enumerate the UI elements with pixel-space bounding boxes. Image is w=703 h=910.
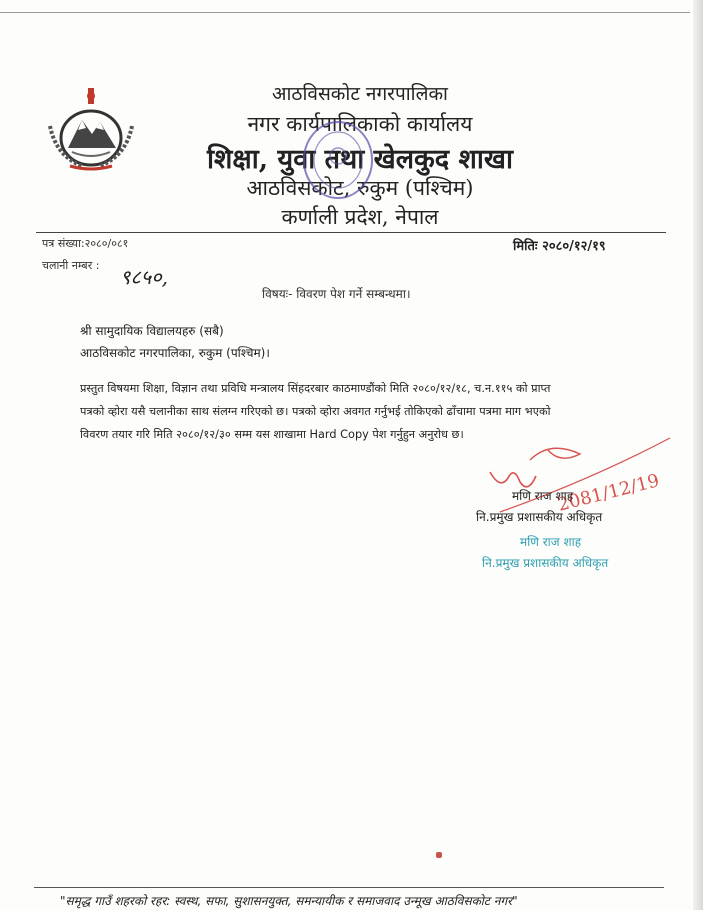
stamp-signatory-name: मणि राज शाह bbox=[520, 535, 582, 549]
body-line-1: प्रस्तुत विषयमा शिक्षा, विज्ञान तथा प्रविधि मन्त्रालय सिंहदरबार काठमाण्डौंको मिति २०८०/१२/१८, च.न.११५ को प्राप्त bbox=[80, 382, 551, 395]
signature-date: 2081/12/19 bbox=[555, 470, 662, 516]
body-line-2: पत्रको व्होरा यसै चलानीका साथ संलग्न गरिएको छ। पत्रको व्होरा अवगत गर्नुभई तोकिएको ढाँचामा पत्रमा माग भएको bbox=[80, 405, 551, 418]
addressee-line-1: श्री सामुदायिक विद्यालयहरु (सबै) bbox=[80, 324, 224, 338]
section-name: शिक्षा, युवा तथा खेलकुद शाखा bbox=[207, 144, 513, 175]
province-country: कर्णाली प्रदेश, नेपाल bbox=[281, 205, 439, 229]
footer-slogan: "समृद्ध गाउँ शहरको रहर: स्वस्थ, सफा, सुशासनयुक्त, समन्यायीक र समाजवाद उन्मूख आठविसकोट नगर" bbox=[60, 894, 518, 908]
letter-reference-number: पत्र संख्या:२०८०/०८१ bbox=[42, 237, 129, 250]
addressee-line-2: आठविसकोट नगरपालिका, रुकुम (पश्चिम)। bbox=[80, 346, 270, 360]
header-divider bbox=[36, 232, 666, 233]
signatory-title: नि.प्रमुख प्रशासकीय अधिकृत bbox=[476, 510, 603, 524]
municipality-name: आठविसकोट नगरपालिका bbox=[272, 83, 448, 105]
footer-divider bbox=[34, 887, 664, 888]
letter-subject: विषयः- विवरण पेश गर्ने सम्बन्धमा। bbox=[262, 287, 411, 301]
office-stamp-icon bbox=[298, 118, 378, 202]
stamp-signatory-title: नि.प्रमुख प्रशासकीय अधिकृत bbox=[482, 556, 609, 570]
signatory-name: मणि राज शाह bbox=[512, 489, 574, 503]
dispatch-number-label: चलानी नम्बर : bbox=[42, 259, 100, 272]
handwritten-signature bbox=[470, 420, 700, 520]
nepal-emblem-icon bbox=[42, 86, 140, 172]
dispatch-number: ९८५०, bbox=[120, 265, 168, 289]
office-name: नगर कार्यपालिकाको कार्यालय bbox=[247, 112, 473, 136]
office-location: आठविसकोट, रुकुम (पश्चिम) bbox=[246, 176, 474, 200]
red-ink-mark bbox=[436, 852, 442, 858]
letter-date: मितिः २०८०/१२/१९ bbox=[513, 239, 606, 254]
scan-top-border bbox=[0, 12, 690, 13]
body-line-3: विवरण तयार गरि मिति २०८०/१२/३० सम्म यस शाखामा Hard Copy पेश गर्नुहुन अनुरोध छ। bbox=[80, 428, 464, 441]
